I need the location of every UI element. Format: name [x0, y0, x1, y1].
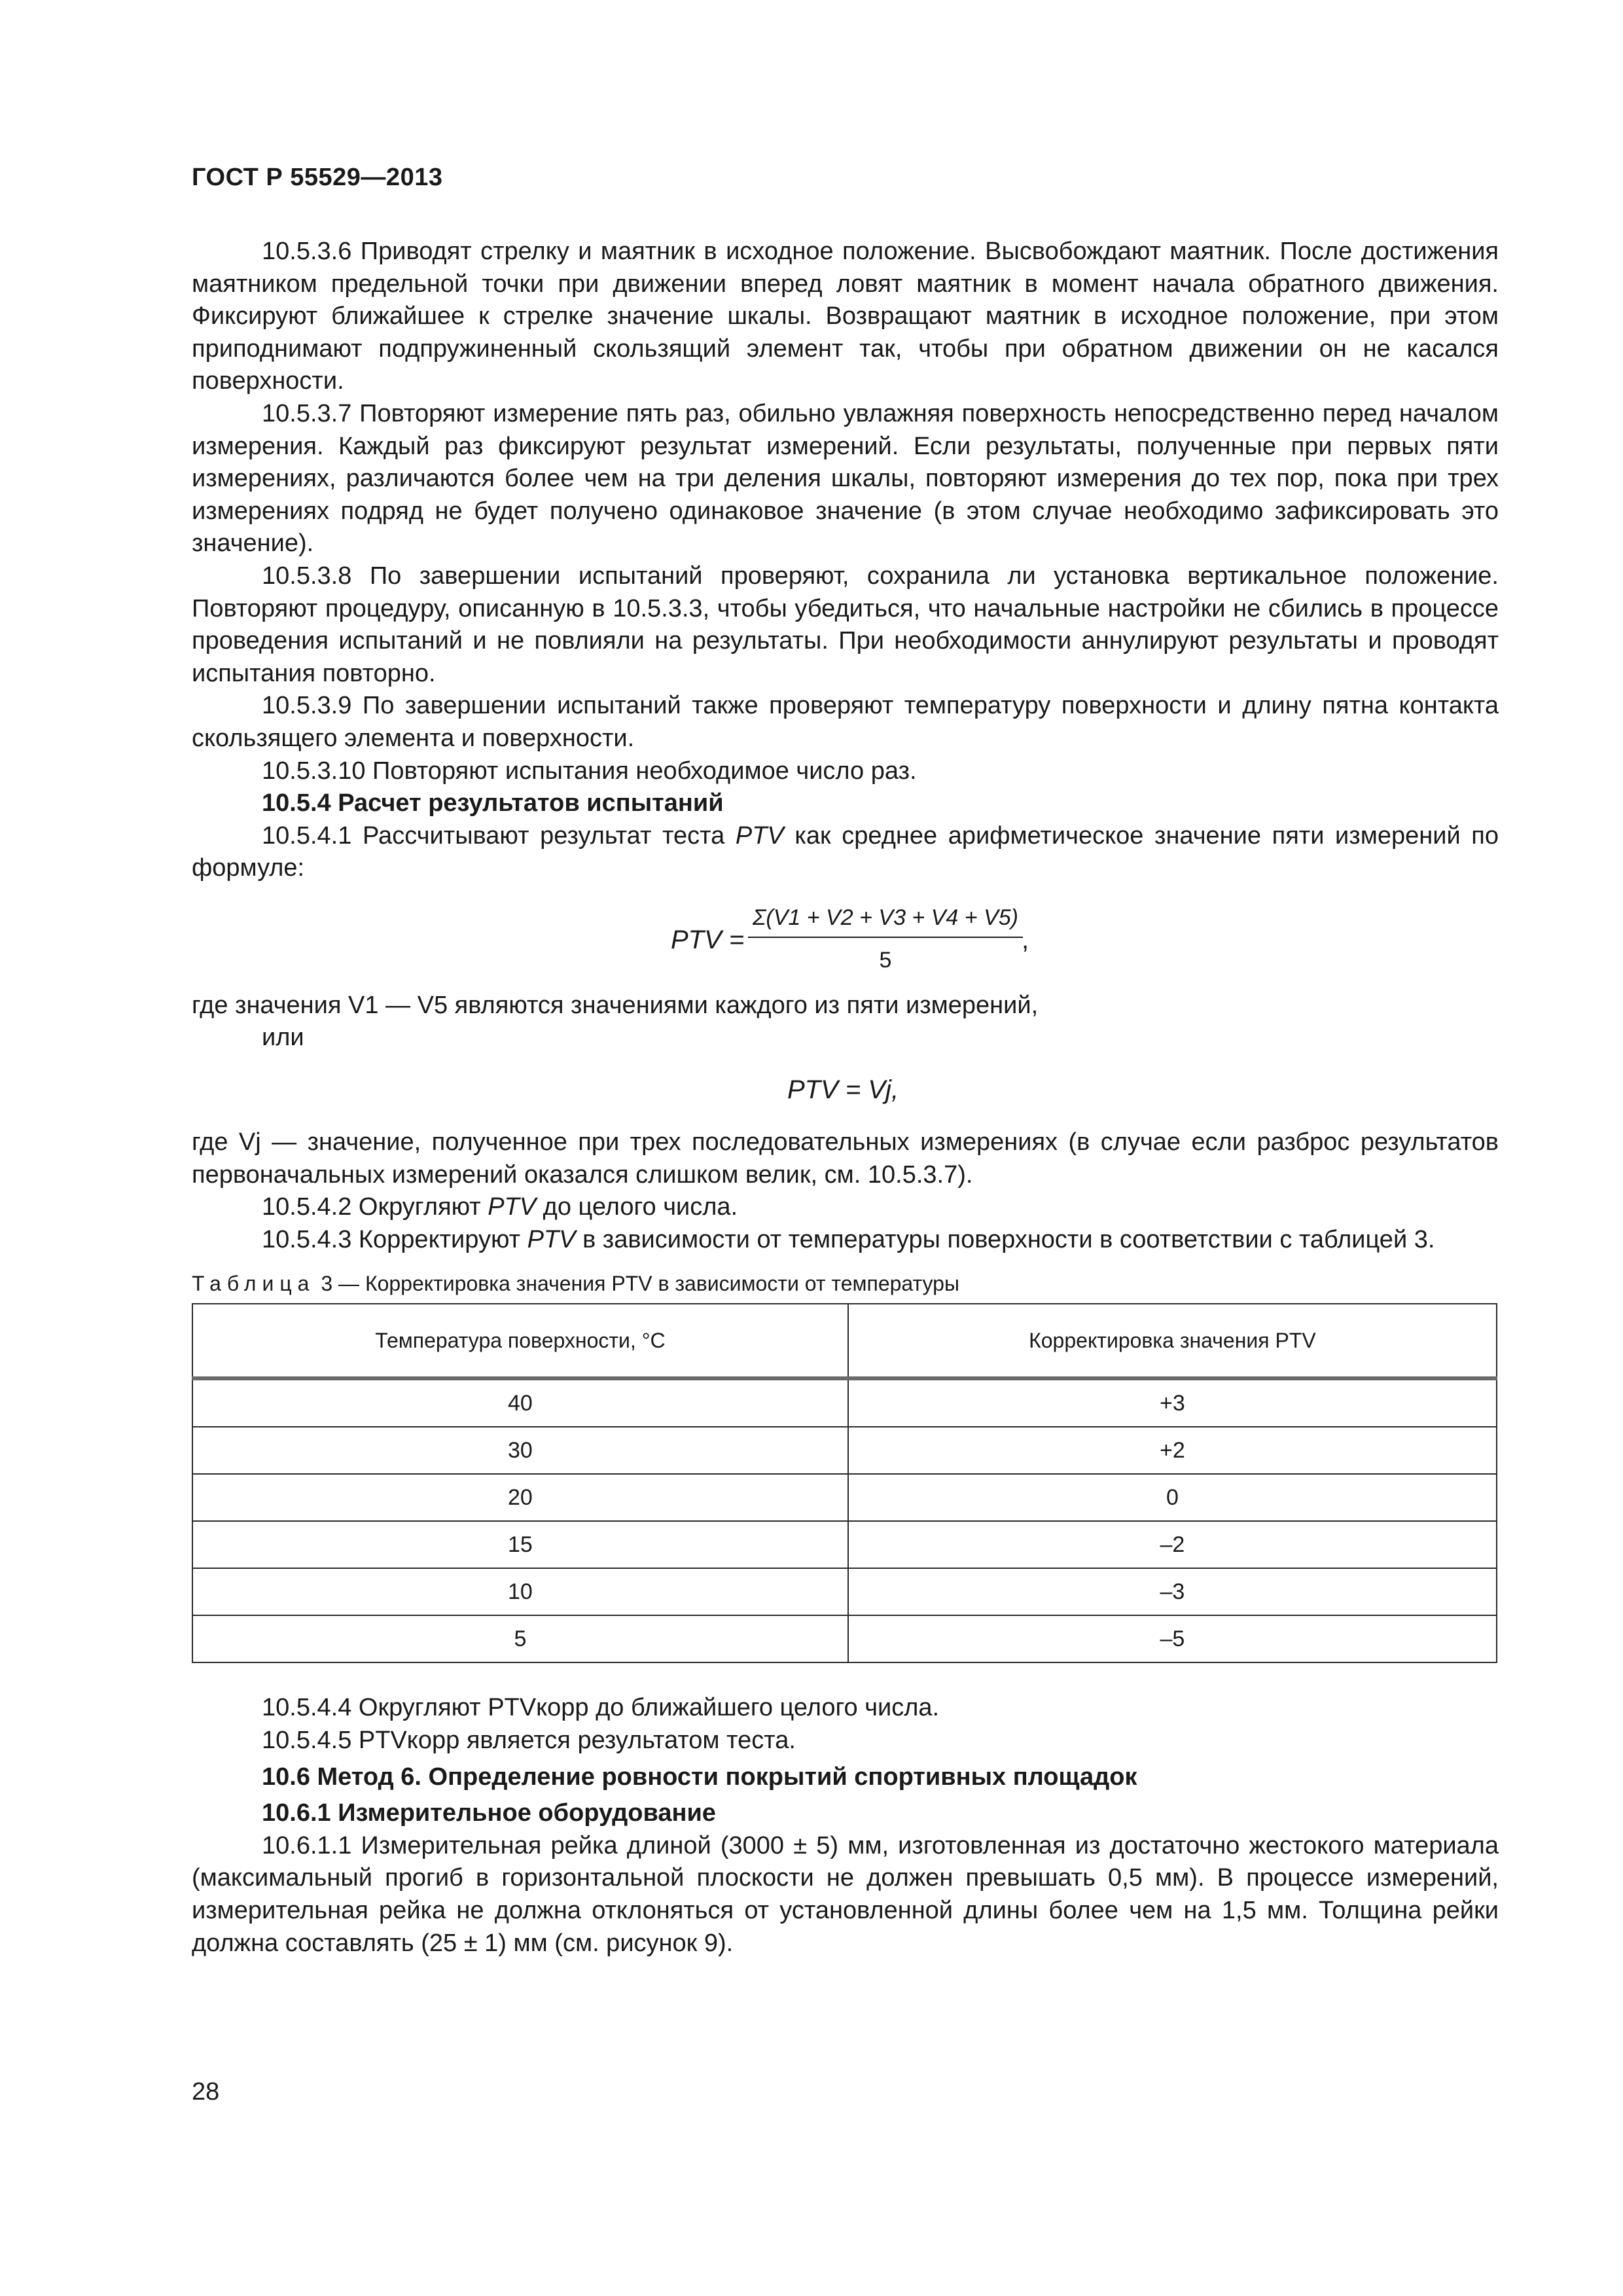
page-number: 28	[192, 2078, 220, 2106]
ptv-term: PTV	[488, 1193, 537, 1221]
table-cell-correction: –5	[848, 1615, 1497, 1662]
table-cell-temperature: 5	[192, 1615, 848, 1662]
paragraph-10-5-3-9: 10.5.3.9 По завершении испытаний также проверяют температуру поверхности и длину пятна контакта скользящего элемента и поверхности.	[192, 692, 1499, 752]
paragraph-10-5-4-1	[192, 820, 1499, 885]
paragraph-text: 10.5.4.1 Рассчитывают результат теста	[262, 821, 725, 850]
paragraph-10-5-4-5: 10.5.4.5 PTVкорр является результатом теста.	[262, 1727, 796, 1755]
formula-ptv-vj	[192, 1054, 1499, 1126]
table-caption-text: 3 — Корректировка значения PTV в зависимости от температуры	[321, 1272, 959, 1296]
paragraph-10-5-4-4: 10.5.4.4 Округляют PTVкорр до ближайшего целого числа.	[262, 1694, 940, 1722]
table-cell-correction: +2	[848, 1427, 1497, 1474]
paragraph-10-5-4-2	[192, 1191, 1499, 1224]
table-header-temperature: Температура поверхности, °С	[192, 1304, 848, 1378]
table-cell-temperature: 40	[192, 1378, 848, 1427]
table-cell-correction: –3	[848, 1568, 1497, 1615]
paragraph-text: 10.5.4.2 Округляют	[262, 1193, 481, 1221]
formula-comma: ,	[1022, 925, 1029, 954]
table-row	[192, 1615, 1497, 1662]
formula-lhs: PTV =	[671, 925, 745, 954]
table-cell-correction: 0	[848, 1474, 1497, 1521]
formula-ptv-mean	[192, 885, 1499, 990]
page-body	[192, 236, 1499, 1960]
ptv-term: PTV	[735, 821, 784, 850]
paragraph-10-5-3-7: 10.5.3.7 Повторяют измерение пять раз, обильно увлажняя поверхность непосредственно перед началом измерения. Каждый раз фиксируют результат измерений. Если результаты, полученные при первых пяти измерениях, различаются более чем на три деления шкалы, повторяют измерения до тех пор, пока при трех измерениях подряд не будет получено одинаковое значение (в этом случае необходимо зафиксировать это значение).	[192, 399, 1499, 558]
paragraph-10-5-4-3	[192, 1224, 1499, 1257]
table-row	[192, 1474, 1497, 1521]
table-cell-correction: –2	[848, 1521, 1497, 1568]
heading-10-5-4: 10.5.4 Расчет результатов испытаний	[262, 789, 724, 817]
paragraph-where-v1-v5: где значения V1 — V5 являются значениями каждого из пяти измерений,	[192, 991, 1039, 1019]
formula-numerator: Σ(V1 + V2 + V3 + V4 + V5)	[748, 902, 1023, 939]
standard-header: ГОСТ Р 55529—2013	[192, 164, 443, 191]
table-caption-label: Таблица	[192, 1272, 315, 1296]
table-cell-temperature: 20	[192, 1474, 848, 1521]
table-row	[192, 1378, 1497, 1427]
ptv-correction-table	[192, 1303, 1497, 1663]
paragraph-10-5-3-10: 10.5.3.10 Повторяют испытания необходимое число раз.	[262, 757, 917, 785]
table-cell-temperature: 30	[192, 1427, 848, 1474]
table-cell-temperature: 15	[192, 1521, 848, 1568]
paragraph-text: 10.5.4.3 Корректируют	[262, 1225, 521, 1253]
paragraph-where-vj: где Vj — значение, полученное при трех последовательных измерениях (в случае если разброс результатов первоначальных измерений оказался слишком велик, см. 10.5.3.7).	[192, 1128, 1499, 1189]
paragraph-text: как среднее арифметическое значение пяти измерений по формуле:	[192, 821, 1499, 882]
paragraph-10-5-3-8: 10.5.3.8 По завершении испытаний проверяют, сохранила ли установка вертикальное положение. Повторяют процедуру, описанную в 10.5.3.3, чтобы убедиться, что начальные настройки не сбились в процессе проведения испытаний и не повлияли на результаты. При необходимости аннулируют результаты и проводят испытания повторно.	[192, 562, 1499, 687]
table-row	[192, 1568, 1497, 1615]
formula-denominator: 5	[879, 948, 892, 973]
paragraph-text: в зависимости от температуры поверхности в соответствии с таблицей 3.	[582, 1225, 1435, 1253]
table-header-correction: Корректировка значения PTV	[848, 1304, 1497, 1378]
heading-10-6: 10.6 Метод 6. Определение ровности покрытий спортивных площадок	[262, 1763, 1137, 1791]
heading-10-6-1: 10.6.1 Измерительное оборудование	[262, 1799, 716, 1827]
paragraph-text: до целого числа.	[543, 1193, 738, 1221]
table-cell-correction: +3	[848, 1378, 1497, 1427]
paragraph-10-5-3-6: 10.5.3.6 Приводят стрелку и маятник в исходное положение. Высвобождают маятник. После достижения маятником предельной точки при движении вперед ловят маятник в момент начала обратного движения. Фиксируют ближайшее к стрелке значение шкалы. Возвращают маятник в исходное положение, при этом приподнимают подпружиненный скользящий элемент так, чтобы при обратном движении он не касался поверхности.	[192, 238, 1499, 395]
table-cell-temperature: 10	[192, 1568, 848, 1615]
table-row	[192, 1427, 1497, 1474]
table-caption	[192, 1270, 1499, 1297]
paragraph-10-6-1-1: 10.6.1.1 Измерительная рейка длиной (3000 ± 5) мм, изготовленная из достаточно жестокого материала (максимальный прогиб в горизонтальной плоскости не должен превышать 0,5 мм). В процессе измерений, измерительная рейка не должна отклоняться от установленной длины более чем на 1,5 мм. Толщина рейки должна составлять (25 ± 1) мм (см. рисунок 9).	[192, 1831, 1499, 1957]
table-row	[192, 1521, 1497, 1568]
formula-fraction	[748, 902, 1023, 977]
ptv-term: PTV	[527, 1225, 576, 1253]
table-header-row	[192, 1304, 1497, 1378]
paragraph-or: или	[262, 1024, 304, 1052]
formula-ptv-vj-text: PTV = Vj,	[787, 1075, 899, 1105]
